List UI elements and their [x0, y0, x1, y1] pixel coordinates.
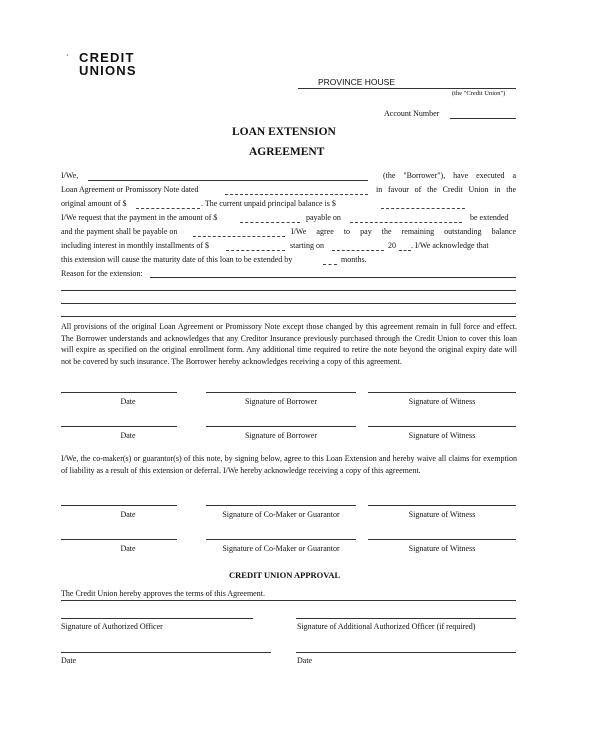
date-label-1: Date: [120, 397, 136, 406]
original-amount-label: original amount of $: [61, 199, 127, 208]
original-amount-field[interactable]: [136, 208, 200, 209]
months-label: months.: [341, 255, 367, 264]
comaker-date-label-1: Date: [120, 510, 136, 519]
additional-officer-signature-label: Signature of Additional Authorized Officer (if required): [297, 622, 476, 631]
comaker-witness-label-2: Signature of Witness: [408, 544, 476, 553]
account-number-field[interactable]: [450, 118, 516, 119]
and-payment-label: and the payment shall be payable on: [61, 227, 178, 236]
approval-text: The Credit Union hereby approves the terms of this Agreement.: [61, 589, 265, 598]
reason-line-1[interactable]: [150, 277, 516, 278]
comaker-witness-label-1: Signature of Witness: [408, 510, 476, 519]
reason-label: Reason for the extension:: [61, 269, 143, 278]
in-favour-label: in favour of the Credit Union in the: [376, 185, 516, 194]
witness-signature-label-1: Signature of Witness: [408, 397, 476, 406]
witness-signature-line-1[interactable]: [368, 392, 516, 393]
starting-on-label: starting on: [290, 241, 324, 250]
date-line-2[interactable]: [61, 426, 177, 427]
additional-officer-signature-line[interactable]: [296, 618, 516, 619]
payable-on-field[interactable]: [350, 222, 462, 223]
province-sub: (the "Credit Union"): [452, 90, 506, 97]
approval-line: [61, 600, 516, 601]
officer-date-label: Date: [61, 656, 77, 665]
officer-date-line[interactable]: [61, 652, 271, 653]
witness-signature-line-2[interactable]: [368, 426, 516, 427]
borrower-clause: (the "Borrower"), have executed a: [383, 171, 516, 180]
we-agree-label: I/We agree to pay the remaining outstanding balance: [291, 227, 516, 236]
witness-signature-label-2: Signature of Witness: [408, 431, 476, 440]
comaker-witness-line-2[interactable]: [368, 539, 516, 540]
comaker-date-line-1[interactable]: [61, 505, 177, 506]
brand-line-1: CREDIT: [79, 50, 135, 65]
installment-amount-field[interactable]: [226, 250, 285, 251]
payment-amount-field[interactable]: [240, 222, 300, 223]
starting-on-field[interactable]: [332, 250, 384, 251]
additional-officer-date-label: Date: [297, 656, 313, 665]
borrower-signature-line-2[interactable]: [206, 426, 356, 427]
reason-line-4[interactable]: [61, 316, 516, 317]
officer-signature-line[interactable]: [61, 618, 253, 619]
including-interest-label: including interest in monthly installments of $: [61, 241, 209, 250]
borrower-signature-label-1: Signature of Borrower: [245, 397, 317, 406]
comaker-signature-label-1: Signature of Co-Maker or Guarantor: [222, 510, 340, 519]
logo-mark: ´: [66, 53, 69, 63]
provisions-paragraph: All provisions of the original Loan Agreement or Promissory Note except those changed by this agreement remain in full force and effect. The Borrower understands and acknowledges that any Creditor Insurance previously purchased through the Credit Union to cover this loan will expire as specified on the original enrollment form. Any additional time required to retire the note beyond the original expiry date will not be covered by such insurance. The Borrower hereby acknowledges receiving a copy of this agreement.: [61, 322, 517, 366]
officer-signature-label: Signature of Authorized Officer: [61, 622, 163, 631]
loan-date-field[interactable]: [225, 194, 368, 195]
reason-line-2[interactable]: [61, 290, 516, 291]
be-extended-label: be extended: [470, 213, 509, 222]
title-line-2: AGREEMENT: [249, 146, 325, 158]
title-line-1: LOAN EXTENSION: [232, 126, 336, 138]
payable-on-label: payable on: [306, 213, 341, 222]
we-acknowledge-label: . I/We acknowledge that: [411, 241, 489, 250]
comaker-paragraph: I/We, the co-maker(s) or guarantor(s) of this note, by signing below, agree to this Loan Extension and hereby waive all claims for exemption of liability as a result of this extension or deferral. I/We hereby acknowledge receiving a copy of this agreement.: [61, 454, 517, 475]
extension-months-field[interactable]: [323, 264, 337, 265]
comaker-signature-line-1[interactable]: [206, 505, 356, 506]
additional-officer-date-line[interactable]: [296, 652, 516, 653]
borrower-signature-label-2: Signature of Borrower: [245, 431, 317, 440]
approval-heading: CREDIT UNION APPROVAL: [229, 570, 341, 580]
maturity-label: this extension will cause the maturity date of this loan to be extended by: [61, 255, 293, 264]
account-number-label: Account Number: [384, 109, 440, 118]
date-line-1[interactable]: [61, 392, 177, 393]
province-label: PROVINCE HOUSE: [318, 77, 395, 87]
current-balance-label: . The current unpaid principal balance is $: [201, 199, 336, 208]
new-payment-date-field[interactable]: [193, 236, 285, 237]
brand-line-2: UNIONS: [79, 63, 137, 78]
date-label-2: Date: [120, 431, 136, 440]
comaker-witness-line-1[interactable]: [368, 505, 516, 506]
year-prefix: 20: [388, 241, 396, 250]
year-field[interactable]: [399, 250, 411, 251]
comaker-signature-line-2[interactable]: [206, 539, 356, 540]
comaker-signature-label-2: Signature of Co-Maker or Guarantor: [222, 544, 340, 553]
comaker-date-label-2: Date: [120, 544, 136, 553]
borrower-name-field[interactable]: [88, 180, 368, 181]
borrower-signature-line-1[interactable]: [206, 392, 356, 393]
comaker-date-line-2[interactable]: [61, 539, 177, 540]
current-balance-field[interactable]: [381, 208, 465, 209]
we-label: I/We,: [61, 171, 79, 180]
loan-agreement-label: Loan Agreement or Promissory Note dated: [61, 185, 199, 194]
request-payment-label: I/We request that the payment in the amount of $: [61, 213, 218, 222]
reason-line-3[interactable]: [61, 303, 516, 304]
province-line: [298, 88, 516, 89]
